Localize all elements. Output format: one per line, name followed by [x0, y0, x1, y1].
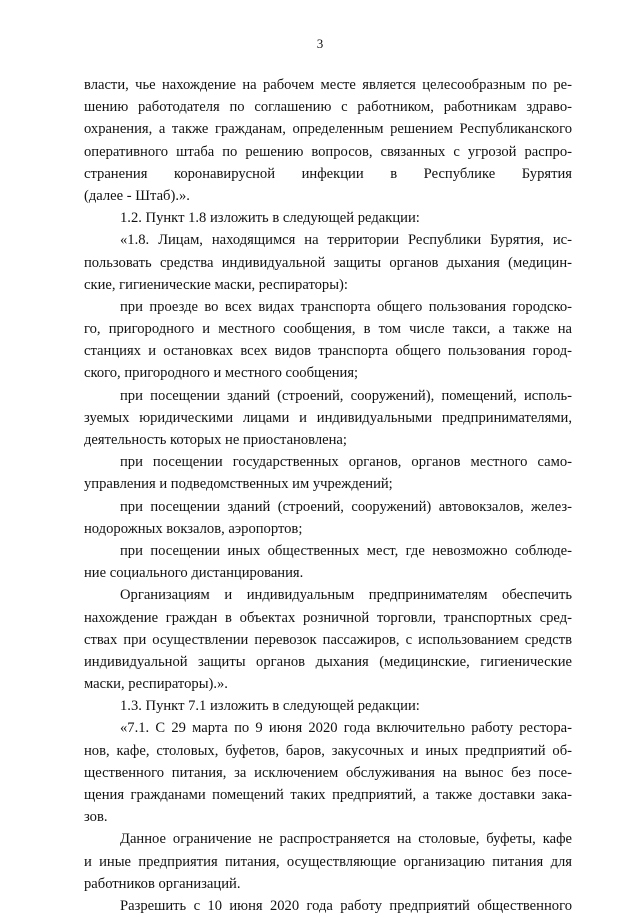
text-line: власти, чье нахождение на рабочем месте является целесообразным по ре-: [84, 77, 572, 93]
document-body: [84, 74, 572, 917]
text-line: 1.2. Пункт 1.8 изложить в следующей редакции:: [120, 210, 420, 227]
text-line: Данное ограничение не распространяется на столовые, буфеты, кафе: [120, 831, 572, 848]
text-line: щественного питания, за исключением обслуживания на вынос без посе-: [84, 764, 572, 781]
text-line: оперативного штаба по решению вопросов, связанных с угрозой распро-: [84, 143, 572, 160]
text-line: (далее - Штаб).».: [84, 187, 190, 204]
text-line: нов, кафе, столовых, буфетов, баров, закусочных и иных предприятий об-: [84, 742, 572, 759]
text-line: Организациям и индивидуальным предпринимателям обеспечить: [120, 587, 572, 604]
text-line: при посещении иных общественных мест, где невозможно соблюде-: [120, 542, 572, 559]
text-line: при посещении зданий (строений, сооружений) автовокзалов, желез-: [120, 498, 572, 515]
text-line: Разрешить с 10 июня 2020 года работу предприятий общественного: [120, 897, 572, 914]
text-line: ствах при осуществлении перевозок пассажиров, с использованием средств: [84, 631, 572, 648]
text-line: странения коронавирусной инфекции в Республике Бурятия: [84, 165, 572, 182]
text-line: зуемых юридическими лицами и индивидуальными предпринимателями,: [84, 409, 572, 426]
text-line: ские, гигиенические маски, респираторы):: [84, 276, 348, 293]
text-line: и иные предприятия питания, осуществляющие организацию питания для: [84, 853, 572, 870]
text-line: при проезде во всех видах транспорта общего пользования городско-: [120, 298, 572, 315]
text-line: станциях и остановках всех видов транспорта общего пользования город-: [84, 343, 572, 360]
text-line: ние социального дистанцирования.: [84, 565, 304, 582]
text-line: управления и подведомственных им учреждений;: [84, 476, 393, 493]
text-line: шению работодателя по соглашению с работником, работникам здраво-: [84, 99, 572, 116]
text-line: работников организаций.: [84, 875, 241, 892]
text-line: при посещении государственных органов, органов местного само-: [120, 454, 572, 471]
text-line: зов.: [84, 809, 108, 826]
text-line: щения гражданами помещений таких предприятий, а также доставки зака-: [84, 787, 572, 803]
text-line: нахождение граждан в объектах розничной торговли, транспортных сред-: [84, 609, 572, 626]
page-number: 3: [316, 36, 324, 51]
text-line: го, пригородного и местного сообщения, в том числе такси, а также на: [84, 321, 572, 338]
text-line: маски, респираторы).».: [84, 676, 228, 693]
text-line: «1.8. Лицам, находящимся на территории Республики Бурятия, ис-: [120, 232, 572, 249]
text-line: «7.1. С 29 марта по 9 июня 2020 года включительно работу рестора-: [120, 720, 572, 737]
text-line: 1.3. Пункт 7.1 изложить в следующей редакции:: [120, 698, 420, 715]
text-line: охранения, а также гражданам, определенным решением Республиканского: [84, 121, 572, 138]
text-line: ского, пригородного и местного сообщения;: [84, 365, 359, 382]
text-line: нодорожных вокзалов, аэропортов;: [84, 520, 303, 537]
text-line: при посещении зданий (строений, сооружений), помещений, исполь-: [120, 387, 572, 404]
text-line: пользовать средства индивидуальной защиты органов дыхания (медицин-: [84, 254, 572, 271]
text-line: индивидуальной защиты органов дыхания (медицинские, гигиенические: [84, 653, 572, 670]
text-line: деятельность которых не приостановлена;: [84, 432, 347, 448]
